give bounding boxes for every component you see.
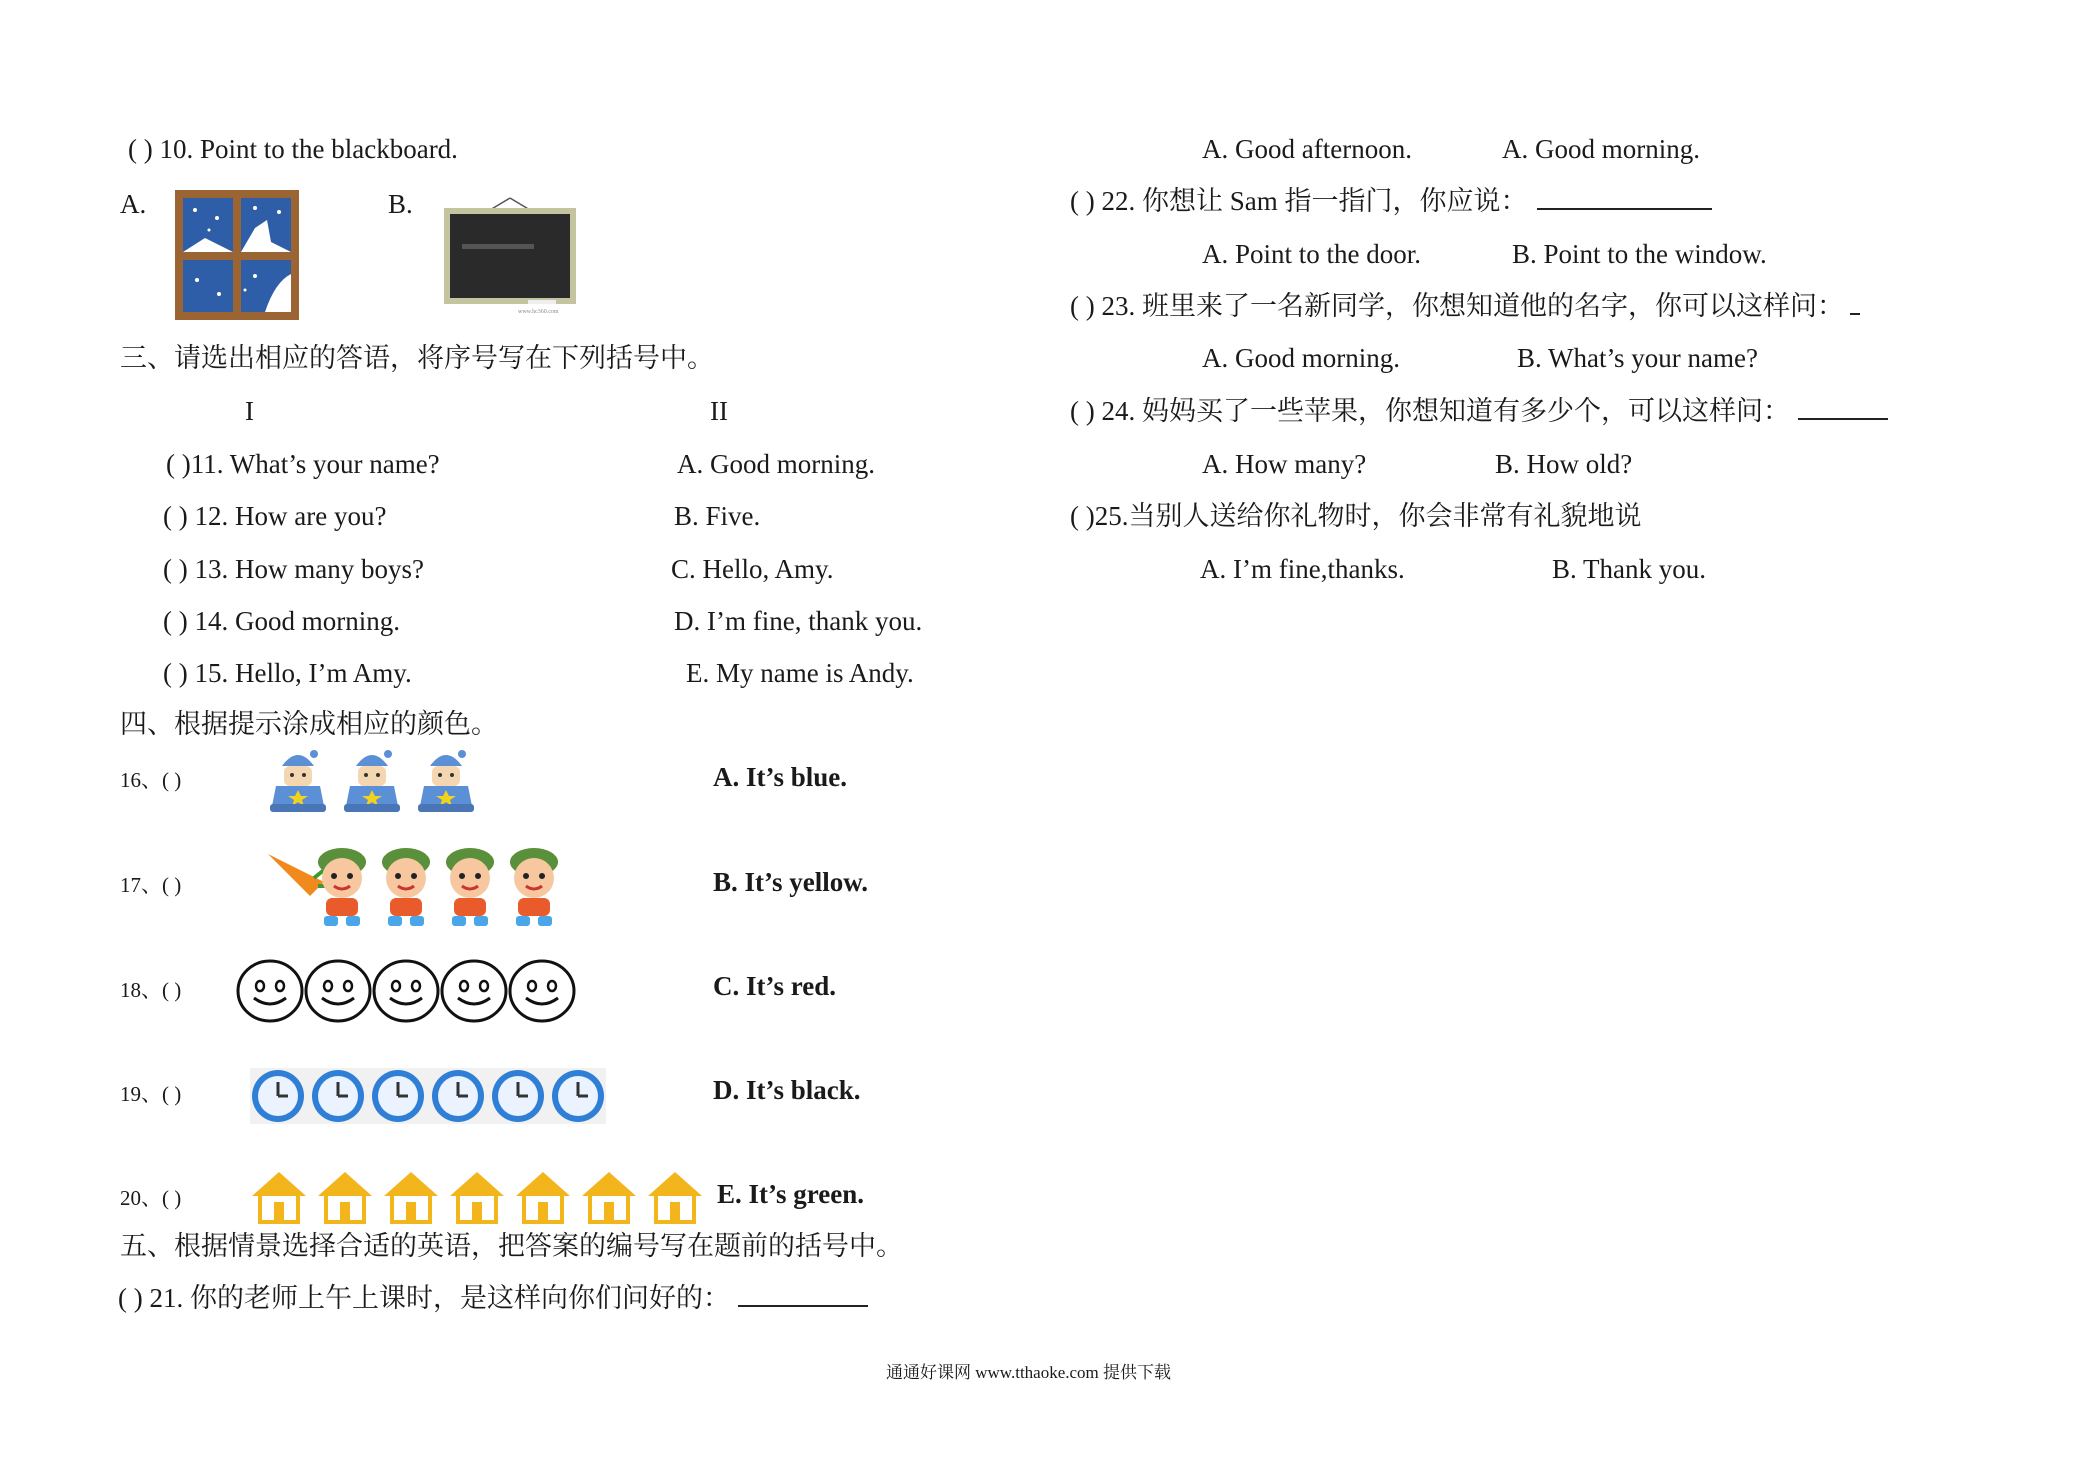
color-item-number: 16、( ) xyxy=(120,768,182,792)
cartoon-kid-icon xyxy=(376,846,436,928)
matching-answer: C. Hello, Amy. xyxy=(671,554,834,584)
color-item-number: 20、( ) xyxy=(120,1186,182,1210)
cartoon-kid-icon xyxy=(312,846,372,928)
q24-option-b: B. How old? xyxy=(1495,449,1633,479)
cartoon-kid-icon xyxy=(504,846,564,928)
smiley-face-icon xyxy=(304,958,372,1024)
column-header-i: I xyxy=(245,396,254,426)
color-answer: E. It’s green. xyxy=(717,1179,864,1209)
house-icon xyxy=(250,1170,308,1224)
question-24: ( ) 24. 妈妈买了一些苹果，你想知道有多少个，可以这样问： xyxy=(1070,394,1888,428)
section5-title: 五、根据情景选择合适的英语，把答案的编号写在题前的括号中。 xyxy=(120,1231,903,1261)
q25-option-a: A. I’m fine,thanks. xyxy=(1200,554,1405,584)
color-item-number: 18、( ) xyxy=(120,978,182,1002)
robot-figure-icon xyxy=(342,748,402,814)
color-answer: A. It’s blue. xyxy=(713,762,848,792)
color-item-number: 17、( ) xyxy=(120,873,182,897)
matching-answer: D. I’m fine, thank you. xyxy=(674,606,923,636)
clock-icon xyxy=(490,1068,546,1124)
cartoon-kid-row xyxy=(312,846,564,928)
smiley-face-icon xyxy=(372,958,440,1024)
smiley-face-row xyxy=(236,958,576,1024)
matching-question: ( )11. What’s your name? xyxy=(166,449,440,479)
cartoon-kid-icon xyxy=(440,846,500,928)
matching-answer: E. My name is Andy. xyxy=(686,658,914,688)
clock-icon xyxy=(550,1068,606,1124)
question-22: ( ) 22. 你想让 Sam 指一指门，你应说： xyxy=(1070,184,1712,218)
question-25: ( )25.当别人送给你礼物时，你会非常有礼貌地说 xyxy=(1070,501,1642,531)
q23-option-b: B. What’s your name? xyxy=(1517,343,1758,373)
color-answer: B. It’s yellow. xyxy=(713,867,868,897)
matching-question: ( ) 14. Good morning. xyxy=(163,606,400,636)
window-picture xyxy=(175,190,299,325)
matching-answer: B. Five. xyxy=(674,501,761,531)
q21-option-a: A. Good afternoon. xyxy=(1202,134,1412,164)
color-item-number: 19、( ) xyxy=(120,1082,182,1106)
q24-option-a: A. How many? xyxy=(1202,449,1367,479)
smiley-face-icon xyxy=(236,958,304,1024)
robot-figure-icon xyxy=(416,748,476,814)
house-row xyxy=(250,1170,704,1224)
house-icon xyxy=(646,1170,704,1224)
section3-title: 三、请选出相应的答语，将序号写在下列括号中。 xyxy=(120,343,714,373)
q23-option-a: A. Good morning. xyxy=(1202,343,1400,373)
matching-answer: A. Good morning. xyxy=(677,449,875,479)
footer-text: 通通好课网 www.tthaoke.com 提供下载 xyxy=(886,1363,1172,1382)
q22-option-b: B. Point to the window. xyxy=(1512,239,1767,269)
q21-option-b: A. Good morning. xyxy=(1502,134,1700,164)
house-icon xyxy=(448,1170,506,1224)
q22-option-a: A. Point to the door. xyxy=(1202,239,1422,269)
color-answer: C. It’s red. xyxy=(713,971,836,1001)
column-header-ii: II xyxy=(710,396,728,426)
matching-question: ( ) 12. How are you? xyxy=(163,501,387,531)
question-23: ( ) 23. 班里来了一名新同学，你想知道他的名字，你可以这样问： xyxy=(1070,289,1860,323)
house-icon xyxy=(514,1170,572,1224)
question-21: ( ) 21. 你的老师上午上课时，是这样向你们问好的： xyxy=(118,1281,868,1315)
house-icon xyxy=(382,1170,440,1224)
clock-icon xyxy=(430,1068,486,1124)
house-icon xyxy=(316,1170,374,1224)
color-answer: D. It’s black. xyxy=(713,1075,861,1105)
robot-figure-icon xyxy=(268,748,328,814)
matching-question: ( ) 15. Hello, I’m Amy. xyxy=(163,658,412,688)
q10-option-a-label: A. xyxy=(120,189,147,219)
section4-title: 四、根据提示涂成相应的颜色。 xyxy=(120,709,498,739)
q25-option-b: B. Thank you. xyxy=(1552,554,1706,584)
house-icon xyxy=(580,1170,638,1224)
blackboard-picture xyxy=(440,196,580,331)
clock-icon xyxy=(370,1068,426,1124)
q10-option-b-label: B. xyxy=(388,189,413,219)
smiley-face-icon xyxy=(508,958,576,1024)
matching-question: ( ) 13. How many boys? xyxy=(163,554,424,584)
clock-icon xyxy=(310,1068,366,1124)
smiley-face-icon xyxy=(440,958,508,1024)
clock-row xyxy=(250,1068,606,1124)
robot-figure-row xyxy=(268,748,476,814)
clock-icon xyxy=(250,1068,306,1124)
q10-line: ( ) 10. Point to the blackboard. xyxy=(128,134,458,164)
picture-caption: www.hc360.com xyxy=(518,309,559,315)
